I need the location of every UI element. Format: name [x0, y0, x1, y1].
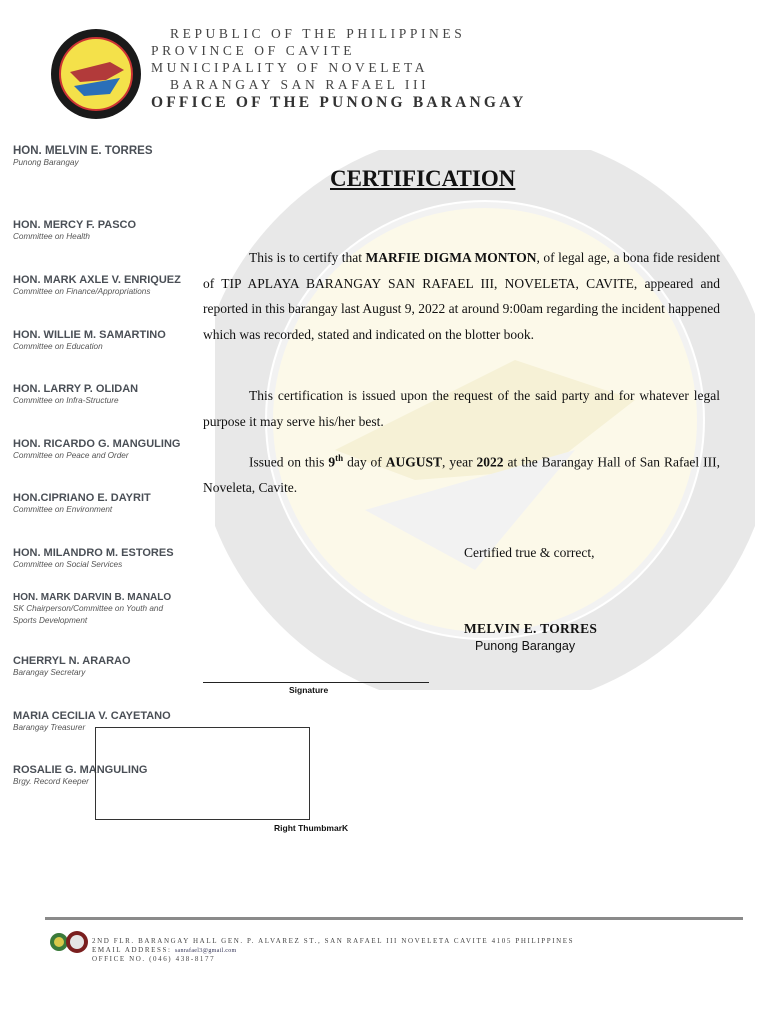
p2-body: This certification is issued upon the request of the said party and for whatever legal purpose it may serve his/her best. — [203, 388, 720, 429]
p3-year-label: , year — [442, 454, 477, 470]
signer-name: MELVIN E. TORRES — [464, 621, 598, 636]
issued-paragraph — [203, 446, 720, 501]
sidebar-official — [13, 438, 180, 462]
official-name: MARIA CECILIA V. CAYETANO — [13, 710, 171, 722]
official-role: Barangay Secretary — [13, 668, 86, 677]
p1-intro: This is to certify that — [249, 250, 366, 265]
official-name: HON. MERCY F. PASCO — [13, 219, 137, 231]
sidebar-official — [13, 329, 166, 353]
signer-role: Punong Barangay — [475, 639, 576, 653]
sidebar-official — [13, 655, 131, 679]
purpose-paragraph — [203, 383, 720, 434]
official-name: HON. LARRY P. OLIDAN — [13, 383, 139, 395]
official-name: HON. MELVIN E. TORRES — [13, 145, 153, 157]
footer-email-row — [92, 946, 237, 954]
sidebar-official — [13, 547, 174, 571]
official-role: Committee on Education — [13, 342, 103, 351]
official-name: HON.CIPRIANO E. DAYRIT — [13, 492, 151, 504]
issue-day: 9 — [328, 454, 336, 470]
official-role: SK Chairperson/Committee on Youth and Sports Development — [13, 604, 164, 625]
sidebar-official — [13, 219, 136, 243]
footer-email[interactable]: sanrafael3@gmail.com — [174, 948, 237, 954]
header-province: PROVINCE OF CAVITE — [151, 43, 356, 58]
official-role: Committee on Social Services — [13, 560, 123, 569]
official-role: Punong Barangay — [13, 158, 79, 167]
footer-seals-icon — [49, 925, 89, 959]
official-name: CHERRYL N. ARARAO — [13, 655, 131, 667]
sidebar-official — [13, 145, 153, 169]
p3-place: at the Barangay Hall of San Rafael III, Noveleta, Cavite. — [203, 454, 720, 495]
footer-divider — [45, 917, 743, 920]
official-name: HON. WILLIE M. SAMARTINO — [13, 329, 166, 341]
sidebar-official — [13, 383, 138, 407]
header-republic: REPUBLIC OF THE PHILIPPINES — [170, 26, 466, 41]
certification-paragraph — [203, 245, 720, 347]
issue-month: AUGUST — [385, 454, 443, 470]
p3-dayof: day of — [343, 454, 386, 470]
p1-body: , of legal age, a bona fide resident of TIP APLAYA BARANGAY SAN RAFAEL III, NOVELETA, CAVITE, appeared and reported in this barangay last August 9, 2022 at around 9:00am regarding the incident happened which was recorded, stated and indicated on the blotter book. — [203, 250, 720, 342]
official-role: Barangay Treasurer — [13, 723, 86, 732]
sidebar-official — [13, 492, 151, 516]
official-role: Committee on Peace and Order — [13, 451, 129, 460]
barangay-seal-logo — [50, 28, 142, 120]
thumbmark-label: Right ThumbmarK — [274, 823, 349, 833]
official-name: HON. MARK AXLE V. ENRIQUEZ — [13, 274, 181, 286]
official-role: Committee on Environment — [13, 505, 113, 514]
document-title: CERTIFICATION — [330, 166, 516, 191]
official-name: HON. MILANDRO M. ESTORES — [13, 547, 174, 559]
official-name: HON. MARK DARVIN B. MANALO — [13, 592, 172, 603]
signature-label: Signature — [289, 685, 329, 695]
official-role: Brgy. Record Keeper — [13, 777, 89, 786]
issue-day-suffix: th — [335, 453, 344, 463]
footer-email-label: EMAIL ADDRESS: — [92, 946, 175, 954]
sidebar-official — [13, 592, 188, 627]
resident-name: MARFIE DIGMA MONTON — [365, 250, 537, 265]
certified-statement: Certified true & correct, — [464, 545, 595, 560]
official-name: ROSALIE G. MANGULING — [13, 764, 148, 776]
header-office: OFFICE OF THE PUNONG BARANGAY — [151, 94, 527, 111]
footer-office-number: OFFICE NO. (046) 438-8177 — [92, 955, 216, 963]
footer-address: 2ND FLR. BARANGAY HALL GEN. P. ALVAREZ ST., SAN RAFAEL III NOVELETA CAVITE 4105 PHILIPPINES — [92, 937, 575, 945]
header-barangay: BARANGAY SAN RAFAEL III — [170, 77, 430, 92]
signature-line[interactable] — [203, 682, 429, 683]
sidebar-official — [13, 274, 181, 298]
header-municipality: MUNICIPALITY OF NOVELETA — [151, 60, 429, 75]
official-role: Committee on Finance/Appropriations — [13, 287, 151, 296]
thumbmark-box[interactable] — [95, 727, 310, 820]
official-role: Committee on Health — [13, 232, 90, 241]
p3-intro: Issued on this — [249, 454, 329, 470]
issue-year: 2022 — [476, 454, 504, 470]
official-name: HON. RICARDO G. MANGULING — [13, 438, 181, 450]
official-role: Committee on Infra-Structure — [13, 396, 119, 405]
